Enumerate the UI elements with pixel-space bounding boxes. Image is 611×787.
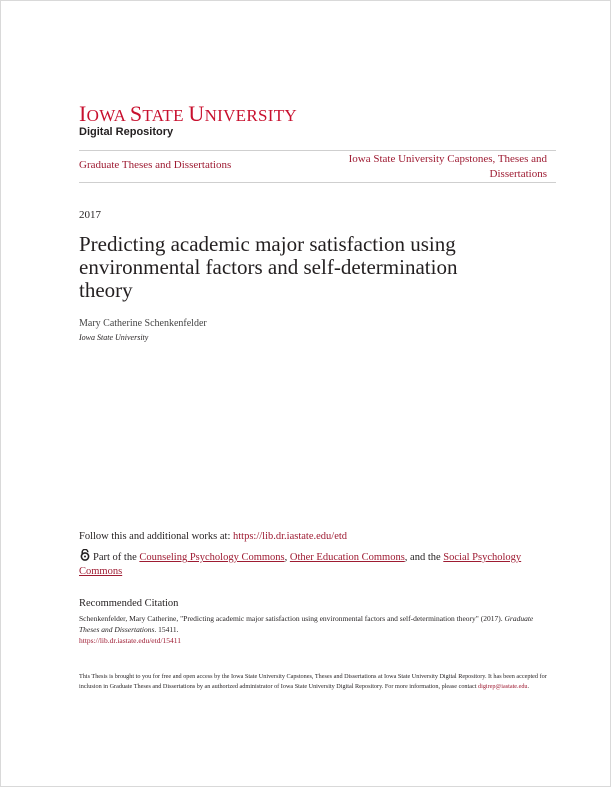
- follow-works: [79, 531, 347, 542]
- recommended-citation-heading: Recommended Citation: [79, 598, 179, 609]
- author-name: Mary Catherine Schenkenfelder: [79, 318, 207, 329]
- divider-top: [79, 150, 556, 151]
- logo-university-name: IOWA STATE UNIVERSITY: [79, 101, 297, 126]
- follow-prefix: Follow this and additional works at:: [79, 531, 233, 542]
- citation-text: Schenkenfelder, Mary Catherine, "Predicting academic major satisfaction using environmental factors and self-determination theory" (2017).: [79, 614, 505, 623]
- access-notice: [79, 672, 549, 692]
- divider-bottom: [79, 182, 556, 183]
- counseling-psychology-commons-link[interactable]: Counseling Psychology Commons: [139, 552, 285, 563]
- part-of-prefix: Part of the: [93, 552, 140, 563]
- document-title: Predicting academic major satisfaction using environmental factors and self-determination theory: [79, 232, 458, 302]
- citation-url-link[interactable]: https://lib.dr.iastate.edu/etd/15411: [79, 636, 182, 645]
- part-of-separator: , and the: [404, 552, 444, 563]
- author-affiliation: Iowa State University: [79, 333, 149, 342]
- access-notice-end: .: [527, 683, 530, 690]
- follow-url-link[interactable]: https://lib.dr.iastate.edu/etd: [233, 531, 348, 542]
- part-of-separator: ,: [284, 552, 290, 563]
- collection-link-capstones[interactable]: Iowa State University Capstones, Theses and Dissertations: [348, 153, 547, 180]
- access-notice-text: This Thesis is brought to you for free and open access by the Iowa State University Capstones, Theses and Dissertations at Iowa State University Digital Repository. It has been accepted for inclusion in Graduate Theses and Dissertations by an authorized administrator of Iowa State University Digital Repository. For more information, please contact: [79, 673, 547, 690]
- recommended-citation-body: [79, 613, 549, 646]
- logo-digital-repository: Digital Repository: [79, 126, 174, 138]
- contact-email-link[interactable]: digirep@iastate.edu: [478, 683, 528, 690]
- part-of-commons: [79, 549, 549, 579]
- citation-number: . 15411.: [154, 625, 179, 634]
- open-access-icon: [79, 549, 91, 561]
- collection-link-graduate-theses[interactable]: Graduate Theses and Dissertations: [79, 159, 232, 171]
- social-psychology-commons-link[interactable]: Social Psychology Commons: [79, 552, 522, 577]
- other-education-commons-link[interactable]: Other Education Commons: [289, 552, 405, 563]
- publication-year: 2017: [79, 209, 101, 221]
- isu-logo[interactable]: [79, 101, 297, 139]
- citation-series: Graduate Theses and Dissertations: [79, 614, 534, 634]
